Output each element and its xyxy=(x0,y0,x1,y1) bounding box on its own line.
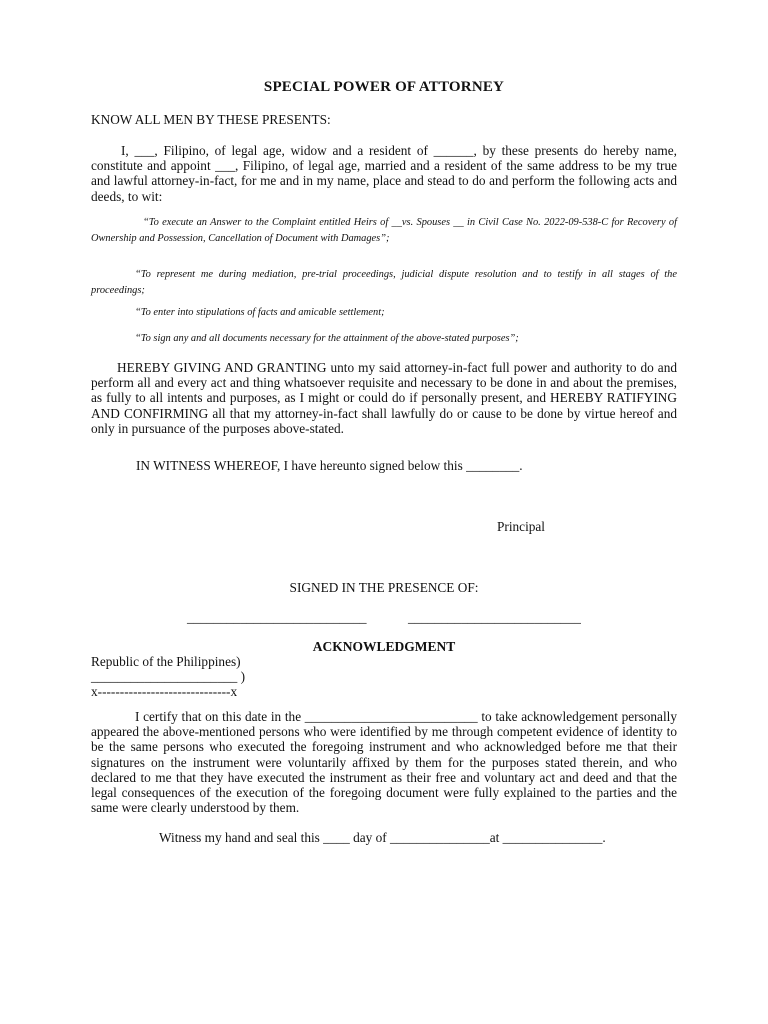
power-item-sign: “To sign any and all documents necessary for the attainment of the above-stated purposes”; xyxy=(135,333,519,344)
power-item-represent: “To represent me during mediation, pre-trial proceedings, judicial dispute resolution and to testify in all stages of the proceedings; xyxy=(91,269,677,296)
signed-presence-heading: SIGNED IN THE PRESENCE OF: xyxy=(289,580,479,595)
witness-whereof-line: IN WITNESS WHEREOF, I have hereunto signed below this ________. xyxy=(136,458,523,473)
acknowledgment-paragraph: I certify that on this date in the __________________________ to take acknowledgement personally appeared the above-mentioned persons who were identified by me through competent evidence of identity to be the same persons who executed the foregoing instrument and who acknowledged before me that their signatures on the instrument were voluntarily affixed by them for the purposes stated therein, and who declared to me that they have executed the instrument as their free and voluntary act and deed and that the legal consequences of the execution of the foregoing document were fully explained to the parties and the same were clearly understood by them. xyxy=(91,709,677,816)
granting-paragraph: HEREBY GIVING AND GRANTING unto my said attorney-in-fact full power and authority to do and perform all and every act and thing whatsoever requisite and necessary to be done in and about the premises, as fully to all intents and purposes, as I might or could do if personally present, and HEREBY RATIFYING AND CONFIRMING all that my attorney-in-fact shall lawfully do or cause to be done by virtue hereof and only in pursuance of the purposes above-stated. xyxy=(91,360,677,436)
power-item-answer: “To execute an Answer to the Complaint entitled Heirs of __vs. Spouses __ in Civil Case No. 2022-09-538-C for Recovery of Ownership and Possession, Cancellation of Document with Damages”; xyxy=(91,217,677,244)
principal-signature-label: Principal xyxy=(497,519,546,534)
intro-heading: KNOW ALL MEN BY THESE PRESENTS: xyxy=(91,112,331,127)
acknowledgment-title: ACKNOWLEDGMENT xyxy=(312,639,456,654)
power-item-stipulations: “To enter into stipulations of facts and amicable settlement; xyxy=(135,307,385,318)
witness-signature-line-1: ___________________________ xyxy=(187,610,367,625)
venue-republic: Republic of the Philippines) xyxy=(91,654,241,669)
document-title: SPECIAL POWER OF ATTORNEY xyxy=(263,79,505,95)
venue-city-line: ______________________ ) xyxy=(91,669,246,684)
venue-separator: x------------------------------x xyxy=(91,684,238,699)
seal-line: Witness my hand and seal this ____ day of _______________at _______________. xyxy=(159,830,606,845)
appointment-paragraph: I, ___, Filipino, of legal age, widow and a resident of ______, by these presents do hereby name, constitute and appoint ___, Filipino, of legal age, married and a resident of the same address to be my true and lawful attorney-in-fact, for me and in my name, place and stead to do and perform the following acts and deeds, to wit: xyxy=(91,143,677,204)
witness-signature-line-2: __________________________ xyxy=(408,610,581,625)
